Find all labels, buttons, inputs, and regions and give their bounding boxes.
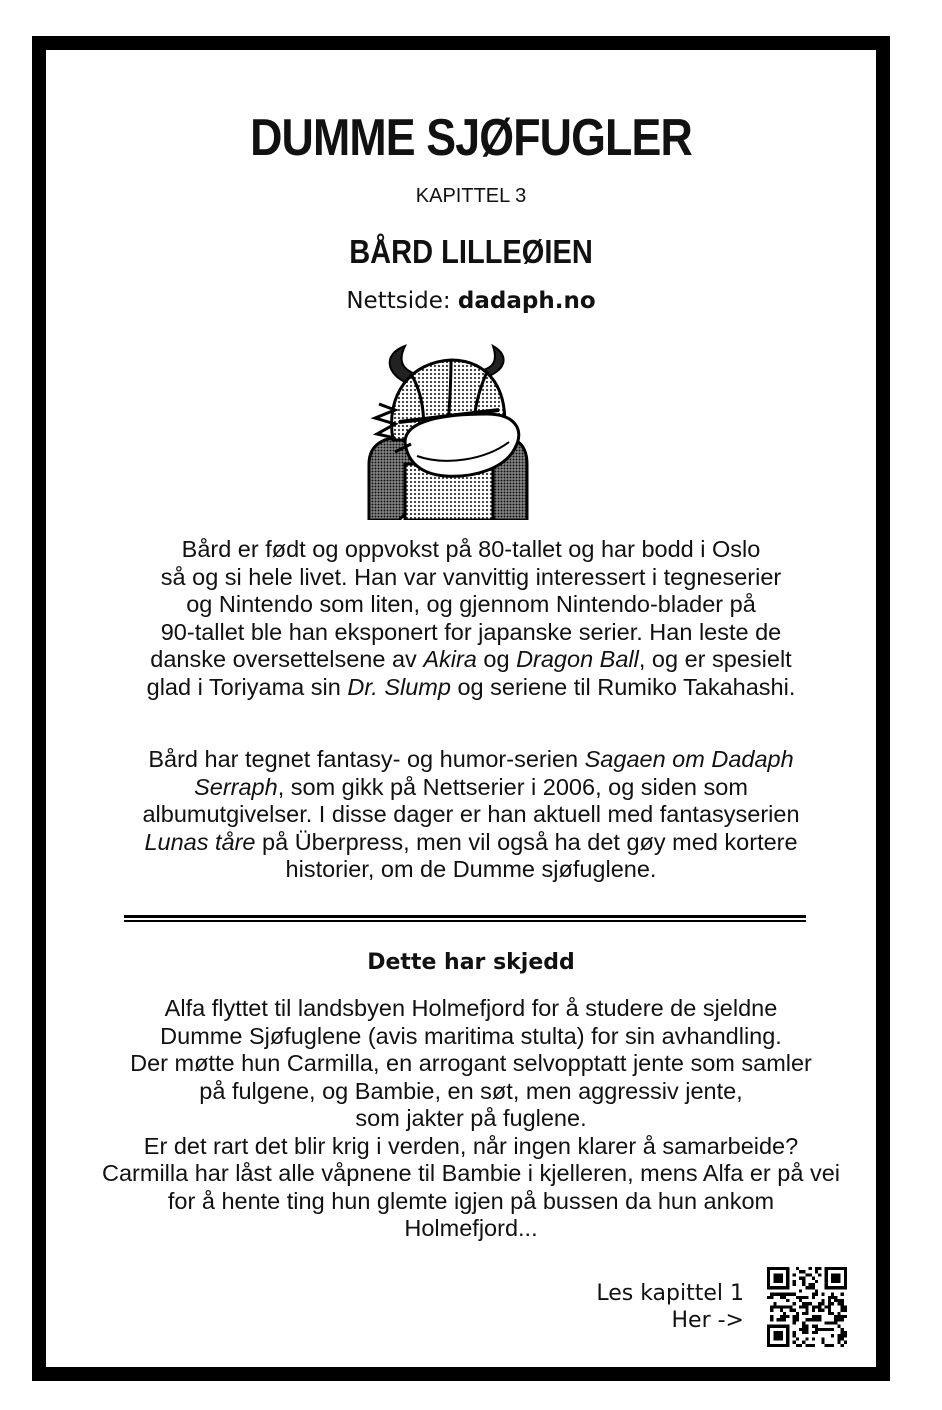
summary-line: Alfa flyttet til landsbyen Holmefjord for å studere de sjeldne	[164, 995, 778, 1021]
summary-paragraph	[80, 995, 862, 1243]
bio-line	[80, 829, 862, 857]
bio-text: glad i Toriyama sin	[146, 673, 348, 700]
bio-text: , som gikk på Nettserier i 2006, og siden som	[277, 773, 748, 800]
bio-line	[80, 774, 862, 802]
bio-text: danske oversettelsene av	[150, 646, 424, 672]
read-chapter-line1: Les kapittel 1	[596, 1281, 744, 1306]
comic-title: DUMME SJØFUGLER	[250, 109, 692, 167]
bio-text: på Überpress, men vil også ha det gøy med kortere	[255, 828, 798, 855]
chapter-label: KAPITTEL 3	[415, 185, 527, 207]
bio-paragraph-1	[80, 536, 862, 701]
bio-line	[80, 746, 862, 774]
read-chapter-line2: Her ->	[671, 1308, 744, 1333]
summary-line: Dumme Sjøfuglene (avis maritima stulta) for sin avhandling.	[160, 1022, 782, 1049]
website-label: Nettside:	[346, 288, 451, 314]
qr-code-icon[interactable]	[767, 1267, 847, 1347]
bio-line	[80, 646, 862, 674]
bio-line: Bård er født og oppvokst på 80-tallet og har bodd i Oslo	[181, 536, 761, 562]
knight-helmet-icon	[365, 344, 531, 520]
summary-line: Er det rart det blir krig i verden, når ingen klarer å samarbeide?	[143, 1132, 799, 1159]
summary-line: på fulgene, og Bambie, en søt, men aggressiv jente,	[199, 1077, 743, 1104]
bio-line: så og si hele livet. Han var vanvittig interessert i tegneserier	[160, 563, 782, 590]
author-name: BÅRD LILLEØIEN	[349, 233, 593, 270]
bio-text: og seriene til Rumiko Takahashi.	[450, 673, 796, 700]
bio-text: Bård har tegnet fantasy- og humor-serien	[148, 746, 585, 772]
section-divider	[124, 915, 806, 922]
bio-text: , og er spesielt	[638, 646, 792, 672]
bio-paragraph-2	[80, 746, 862, 884]
title-dr-slump: Dr. Slump	[347, 673, 451, 700]
website-link[interactable]: dadaph.no	[457, 288, 596, 314]
bio-line: albumutgivelser. I disse dager er han aktuell med fantasyserien	[142, 801, 800, 827]
title-serraph: Serraph	[194, 773, 278, 800]
summary-line: Carmilla har låst alle våpnene til Bambie i kjelleren, mens Alfa er på vei	[102, 1160, 840, 1186]
title-lunas-tare: Lunas tåre	[144, 828, 256, 855]
bio-line: historier, om de Dumme sjøfuglene.	[285, 856, 657, 882]
title-sagaen: Sagaen om Dadaph	[584, 746, 794, 772]
summary-title: Dette har skjedd	[367, 950, 575, 975]
summary-line: Holmefjord...	[404, 1215, 538, 1241]
bio-line: og Nintendo som liten, og gjennom Nintendo-blader på	[186, 591, 756, 617]
title-dragon-ball: Dragon Ball	[516, 646, 639, 672]
summary-line: som jakter på fuglene.	[355, 1105, 587, 1131]
bio-line: 90-tallet ble han eksponert for japanske serier. Han leste de	[160, 618, 782, 645]
summary-line: Der møtte hun Carmilla, en arrogant selvopptatt jente som samler	[130, 1050, 812, 1076]
bio-line	[80, 674, 862, 702]
summary-line: for å hente ting hun glemte igjen på bussen da hun ankom	[167, 1187, 775, 1214]
bio-text: og	[476, 646, 517, 672]
website-line	[0, 288, 942, 314]
read-chapter-link[interactable]	[596, 1280, 744, 1334]
title-akira: Akira	[423, 646, 477, 672]
